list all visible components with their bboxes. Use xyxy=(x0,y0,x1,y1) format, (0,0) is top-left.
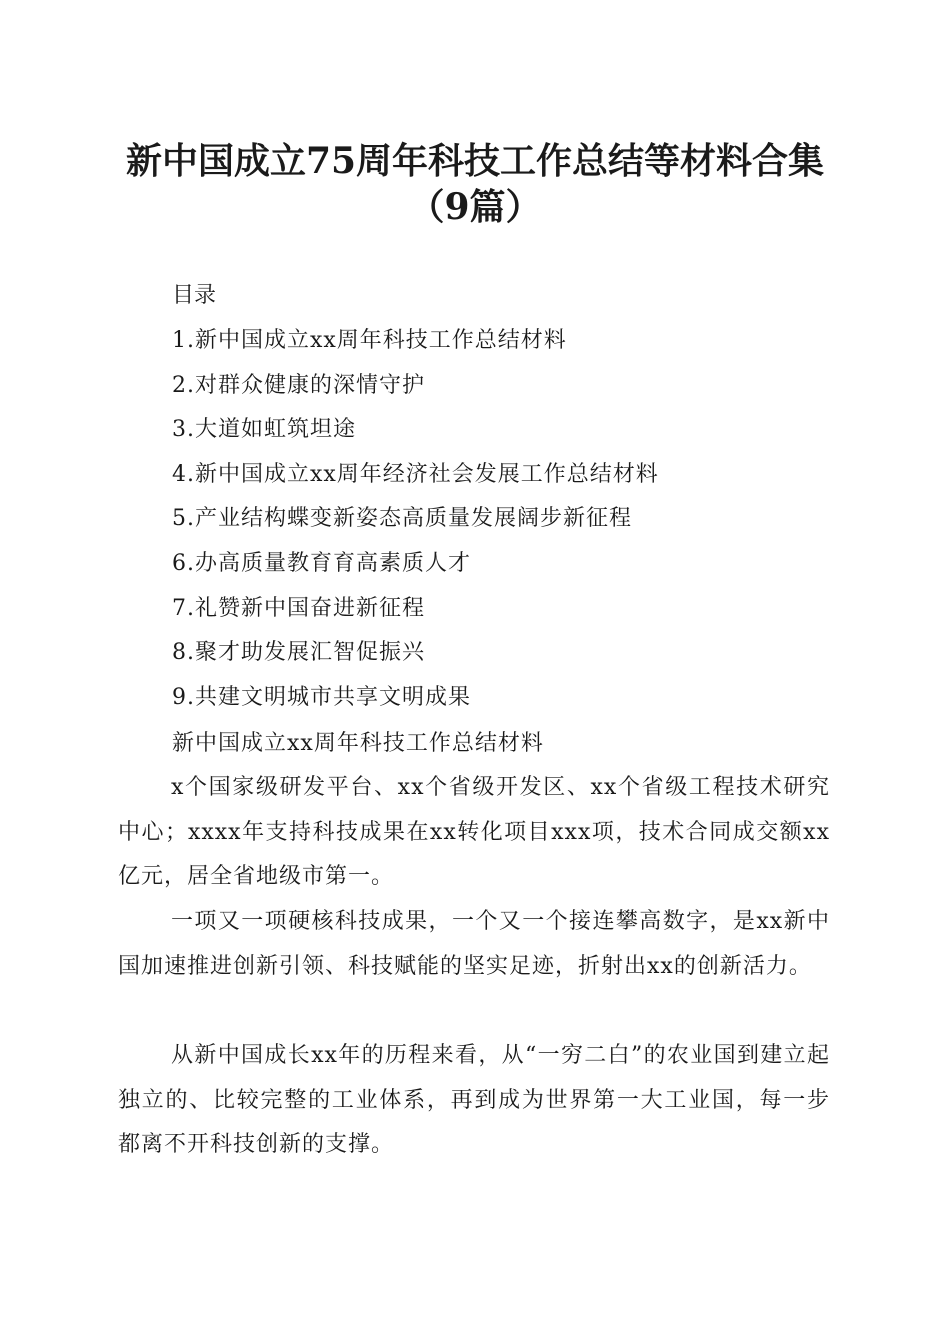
toc-item: 3.大道如虹筑坦途 xyxy=(172,417,356,443)
toc-item: 8.聚才助发展汇智促振兴 xyxy=(172,640,425,666)
toc-item: 4.新中国成立xx周年经济社会发展工作总结材料 xyxy=(172,461,659,487)
toc-item: 5.产业结构蝶变新姿态高质量发展阔步新征程 xyxy=(172,506,632,532)
toc-item: 1.新中国成立xx周年科技工作总结材料 xyxy=(172,328,567,353)
body-paragraph: 一项又一项硬核科技成果，一个又一个接连攀高数字，是xx新中国加速推进创新引领、科技赋能的坚实足迹，折射出xx的创新活力。 xyxy=(118,909,830,979)
body-paragraph: x个国家级研发平台、xx个省级开发区、xx个省级工程技术研究中心；xxxx年支持科技成果在xx转化项目xxx项，技术合同成交额xx亿元，居全省地级市第一。 xyxy=(118,775,830,890)
toc-heading: 目录 xyxy=(172,283,217,308)
document-title: 新中国成立75周年科技工作总结等材料合集 xyxy=(125,140,825,182)
section-title: 新中国成立xx周年科技工作总结材料 xyxy=(172,731,544,756)
toc-item: 9.共建文明城市共享文明成果 xyxy=(172,684,471,710)
table-of-contents xyxy=(172,326,659,727)
toc-item: 6.办高质量教育育高素质人才 xyxy=(172,550,471,576)
document-title-count: （9篇） xyxy=(408,186,542,228)
toc-item: 7.礼赞新中国奋进新征程 xyxy=(172,595,425,621)
toc-item: 2.对群众健康的深情守护 xyxy=(172,372,425,398)
body-paragraph: 从新中国成长xx年的历程来看，从“一穷二白”的农业国到建立起独立的、比较完整的工业体系，再到成为世界第一大工业国，每一步都离不开科技创新的支撑。 xyxy=(118,1043,830,1158)
